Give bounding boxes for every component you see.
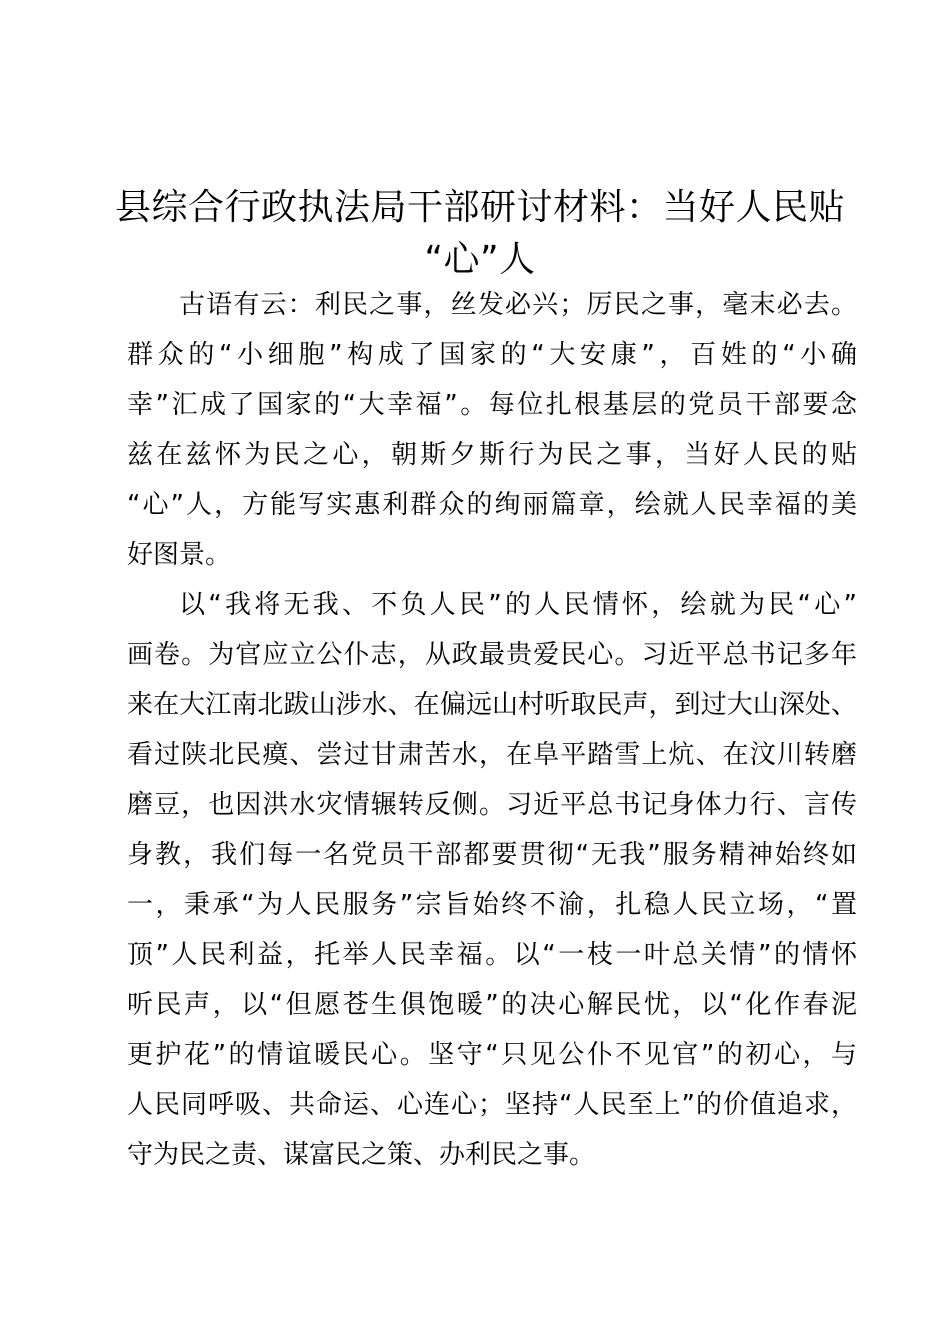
- paragraph-line: 幸”汇成了国家的“大幸福”。每位扎根基层的党员干部要念: [127, 390, 857, 420]
- paragraph-line: 来在大江南北跋山涉水、在偏远山村听取民声，到过大山深处、: [127, 690, 857, 720]
- paragraph-2: [127, 580, 857, 1180]
- paragraph-line: 兹在兹怀为民之心，朝斯夕斯行为民之事，当好人民的贴: [127, 440, 857, 470]
- document-body: [127, 280, 857, 1180]
- paragraph-line: 顶”人民利益，托举人民幸福。以“一枝一叶总关情”的情怀: [127, 940, 857, 970]
- paragraph-line: 以“我将无我、不负人民”的人民情怀，绘就为民“心”: [179, 590, 857, 620]
- paragraph-line: “心”人，方能写实惠利群众的绚丽篇章，绘就人民幸福的美: [127, 490, 857, 520]
- paragraph-line: 磨豆，也因洪水灾情辗转反侧。习近平总书记身体力行、言传: [127, 790, 857, 820]
- paragraph-line: 听民声，以“但愿苍生俱饱暖”的决心解民忧，以“化作春泥: [127, 990, 857, 1020]
- paragraph-line: 身教，我们每一名党员干部都要贯彻“无我”服务精神始终如: [127, 840, 857, 870]
- document-title: [100, 182, 860, 286]
- title-line-2: “心”人: [424, 239, 536, 280]
- paragraph-line: 守为民之责、谋富民之策、办利民之事。: [127, 1140, 596, 1170]
- paragraph-line: 人民同呼吸、共命运、心连心；坚持“人民至上”的价值追求，: [127, 1090, 857, 1120]
- title-line-1: 县综合行政执法局干部研讨材料：当好人民贴: [114, 187, 845, 228]
- paragraph-line: 更护花”的情谊暖民心。坚守“只见公仆不见官”的初心，与: [127, 1040, 857, 1070]
- paragraph-line: 画卷。为官应立公仆志，从政最贵爱民心。习近平总书记多年: [127, 640, 857, 670]
- paragraph-1: [127, 280, 857, 580]
- paragraph-line: 好图景。: [127, 540, 232, 570]
- paragraph-line: 古语有云：利民之事，丝发必兴；厉民之事，毫末必去。: [179, 290, 857, 320]
- paragraph-line: 看过陕北民瘼、尝过甘肃苦水，在阜平踏雪上炕、在汶川转磨: [127, 740, 857, 770]
- paragraph-line: 一，秉承“为人民服务”宗旨始终不渝，扎稳人民立场，“置: [127, 890, 857, 920]
- paragraph-line: 群众的“小细胞”构成了国家的“大安康”，百姓的“小确: [127, 340, 857, 370]
